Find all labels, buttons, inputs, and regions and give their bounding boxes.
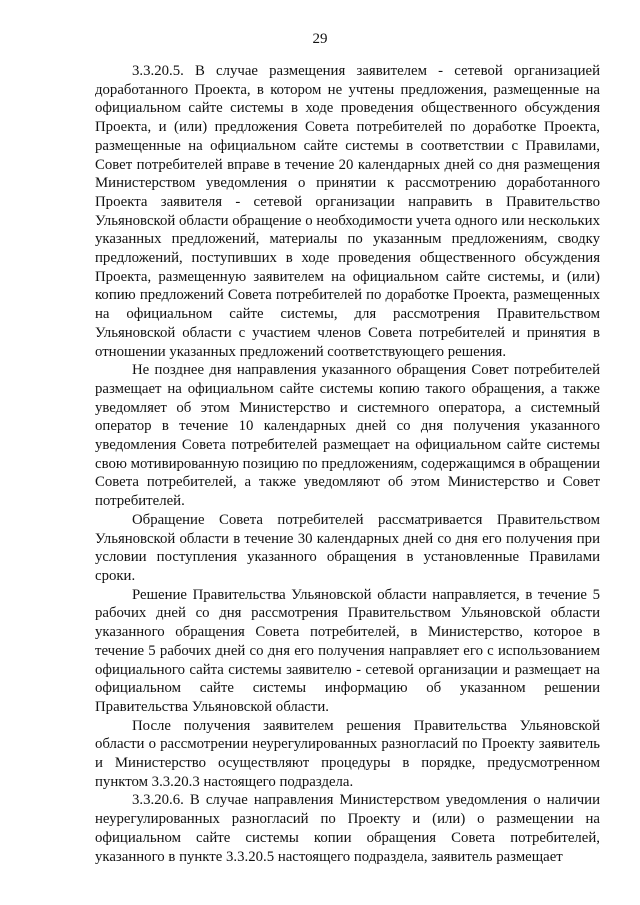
- paragraph-3-3-20-5: 3.3.20.5. В случае размещения заявителем - сетевой организацией доработанного Проекта, в котором не учтены предложения, размещенные на официальном сайте системы в ходе проведения общественного обсуждения Проекта, и (или) предложения Совета потребителей по доработке Проекта, размещенные на официальном сайте системы в соответствии с Правилами, Совет потребителей вправе в течение 20 календарных дней со дня размещения Министерством уведомления о принятии к рассмотрению доработанного Проекта заявителя - сетевой организации направить в Правительство Ульяновской области обращение о необходимости учета одного или нескольких указанных предложений, материалы по указанным предложениям, сводку предложений, поступивших в ходе проведения общественного обсуждения Проекта, размещенную заявителем на официальном сайте системы, и (или) копию предложений Совета потребителей по доработке Проекта, размещенных на официальном сайте системы, для рассмотрения Правительством Ульяновской области с участием членов Совета потребителей и принятия в отношении указанных предложений соответствующего решения.: [95, 63, 600, 360]
- page-number: 29: [312, 31, 328, 47]
- document-body: [95, 62, 600, 866]
- paragraph-decision: Решение Правительства Ульяновской области направляется, в течение 5 рабочих дней со дня рассмотрения Правительством Ульяновской области указанного обращения Совета потребителей, в Министерство, которое в течение 5 рабочих дней со дня его получения направляет его с использованием официального сайта системы заявителю - сетевой организации и размещает на официальном сайте системы информацию об указанном решении Правительства Ульяновской области.: [95, 586, 600, 715]
- paragraph-notification: Не позднее дня направления указанного обращения Совет потребителей размещает на официальном сайте системы копию такого обращения, а также уведомляет об этом Министерство и системного оператора, а системный оператор в течение 10 календарных дней со дня получения указанного уведомления Совета потребителей размещает на официальном сайте системы свою мотивированную позицию по предложениям, содержащимся в обращении Совета потребителей, а также уведомляют об этом Министерство и Совет потребителей.: [95, 362, 600, 510]
- paragraph-review-period: Обращение Совета потребителей рассматривается Правительством Ульяновской области в течение 30 календарных дней со дня его получения при условии поступления указанного обращения в установленные Правилами сроки.: [95, 511, 600, 584]
- paragraph-after-decision: После получения заявителем решения Правительства Ульяновской области о рассмотрении неурегулированных разногласий по Проекту заявитель и Министерство осуществляют процедуры в порядке, предусмотренном пунктом 3.3.20.3 настоящего подраздела.: [95, 717, 600, 790]
- paragraph-3-3-20-6: 3.3.20.6. В случае направления Министерством уведомления о наличии неурегулированных разногласий по Проекту и (или) о размещении на официальном сайте системы копии обращения Совета потребителей, указанного в пункте 3.3.20.5 настоящего подраздела, заявитель размещает: [95, 792, 600, 865]
